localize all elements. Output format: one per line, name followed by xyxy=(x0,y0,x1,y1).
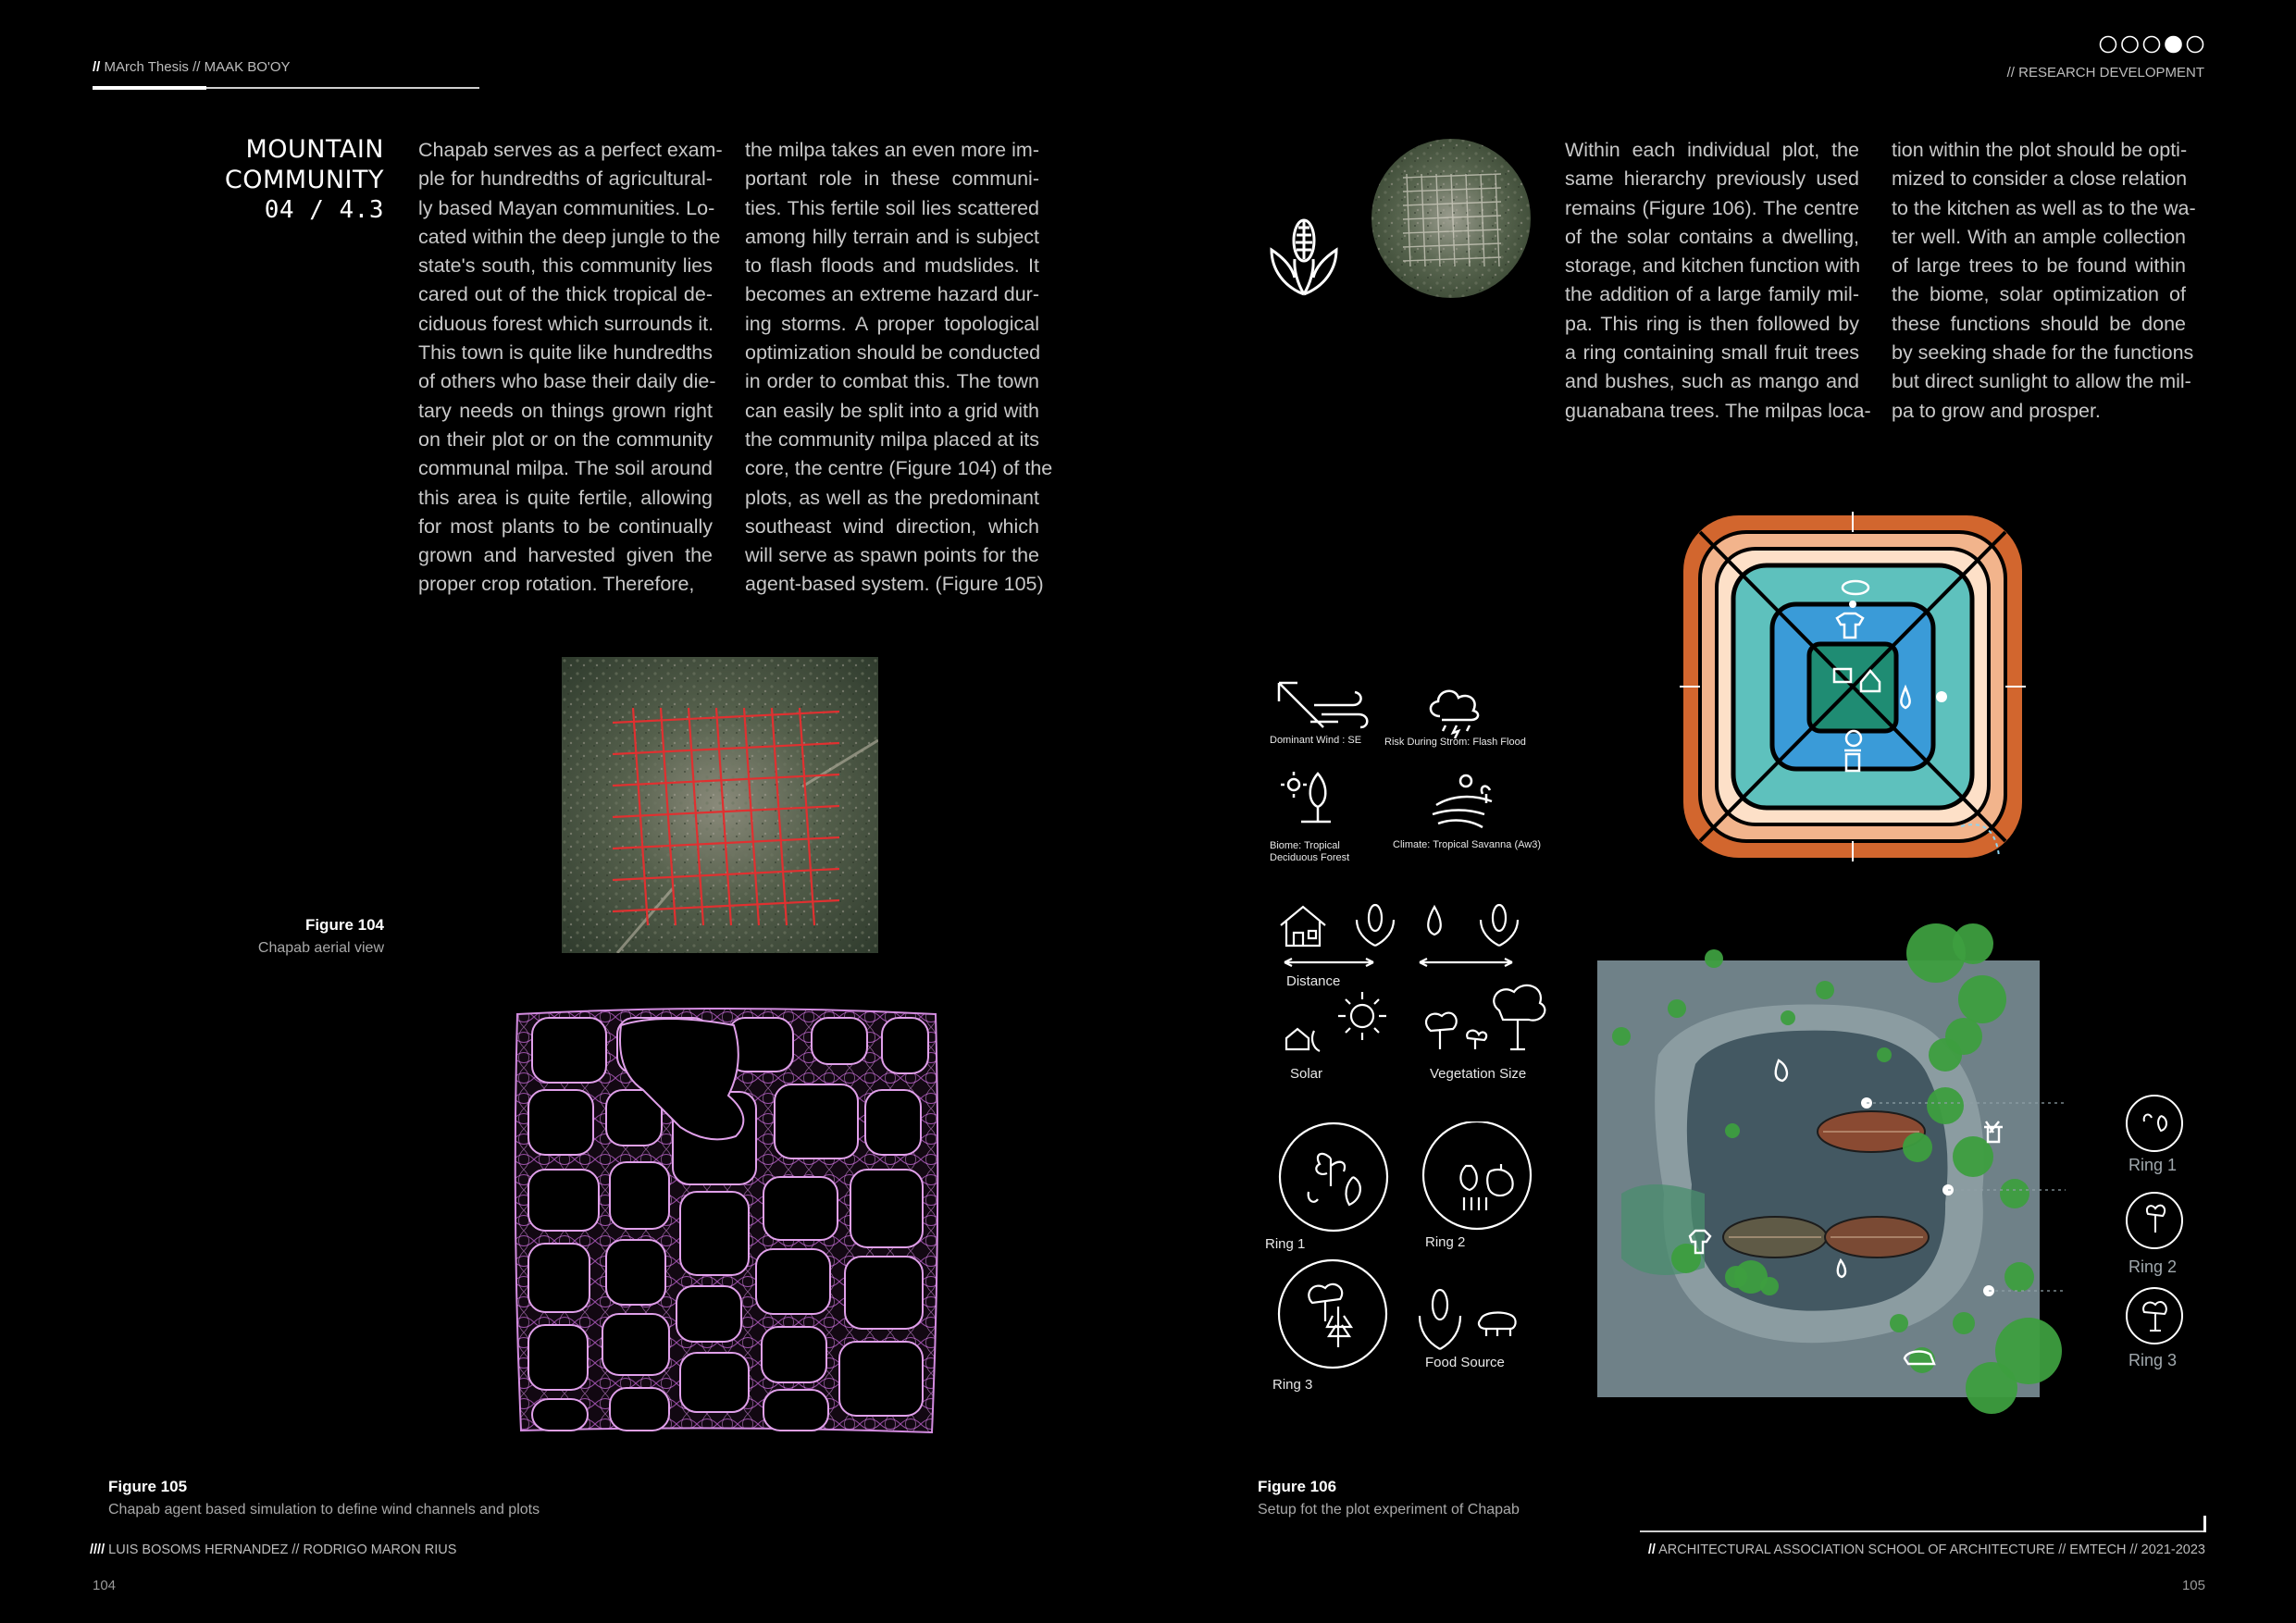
right-header: // RESEARCH DEVELOPMENT xyxy=(2006,65,2204,81)
food-source-icons xyxy=(1412,1288,1523,1353)
footer-rule-tick xyxy=(2203,1516,2206,1532)
text-line: portant role in these communi- xyxy=(745,167,1039,191)
left-footer: //// LUIS BOSOMS HERNANDEZ // RODRIGO MARON RIUS xyxy=(90,1542,457,1557)
figure-104-aerial-image xyxy=(562,657,878,953)
text-line: tary needs on things grown right xyxy=(418,399,713,422)
legend-distance-label: Distance xyxy=(1286,973,1341,989)
plot-ring2-label: Ring 2 xyxy=(2128,1258,2178,1276)
text-line: remains (Figure 106). The centre xyxy=(1565,196,1859,219)
legend-biome-label: Biome: Tropical Deciduous Forest xyxy=(1270,840,1350,863)
plot-ring3-label: Ring 3 xyxy=(2128,1351,2178,1369)
text-line: communal milpa. The soil around xyxy=(418,457,713,480)
text-line: state's south, this community lies xyxy=(418,254,713,278)
left-header: // MArch Thesis // MAAK BO'OY xyxy=(93,59,291,75)
legend-factor-icons xyxy=(1277,899,1573,1084)
left-page-number: 104 xyxy=(93,1578,117,1593)
text-line: a ring containing small fruit trees xyxy=(1565,341,1859,365)
text-line: pa. This ring is then followed by xyxy=(1565,312,1859,335)
plot-ring1-label: Ring 1 xyxy=(2128,1156,2178,1174)
text-line: optimization should be conducted xyxy=(745,341,1041,365)
right-text-column-2 xyxy=(1892,136,2196,426)
plot-ring-circles xyxy=(2124,1094,2189,1371)
text-line: among hilly terrain and is subject xyxy=(745,225,1039,248)
text-line: ple for hundredths of agricultural- xyxy=(418,167,713,191)
legend-climate-label: Climate: Tropical Savanna (Aw3) xyxy=(1393,839,1541,850)
text-line: this area is quite fertile, allowing xyxy=(418,486,713,509)
text-line: guanabana trees. The milpas loca- xyxy=(1565,399,1871,422)
text-line: core, the centre (Figure 104) of the xyxy=(745,457,1053,480)
text-line: same hierarchy previously used xyxy=(1565,167,1859,191)
legend-ring2-label: Ring 2 xyxy=(1425,1234,1466,1250)
text-line: ly based Mayan communities. Lo- xyxy=(418,196,715,219)
legend-storm-label: Risk During Strom: Flash Flood xyxy=(1384,737,1526,748)
text-line: the milpa takes an even more im- xyxy=(745,139,1039,161)
section-title: MOUNTAIN COMMUNITY 04 / 4.3 xyxy=(224,135,384,224)
text-line: of the solar contains a dwelling, xyxy=(1565,225,1859,248)
text-line: these functions should be done xyxy=(1892,312,2186,335)
text-line: This town is quite like hundredths xyxy=(418,341,713,365)
figure-106-caption: Setup fot the plot experiment of Chapab xyxy=(1258,1502,1520,1518)
text-line: the addition of a large family mil- xyxy=(1565,283,1859,306)
figure-104-caption: Chapab aerial view xyxy=(257,940,384,956)
legend-ring1-label: Ring 1 xyxy=(1265,1236,1306,1252)
left-text-column-2 xyxy=(745,136,1053,600)
left-text-column-1 xyxy=(418,136,723,600)
text-line: in order to combat this. The town xyxy=(745,370,1039,393)
right-text-column-1 xyxy=(1565,136,1871,426)
text-line: southeast wind direction, which xyxy=(745,514,1039,538)
progress-dot xyxy=(2188,37,2203,53)
footer-rule xyxy=(1640,1530,2206,1532)
progress-dots xyxy=(2098,34,2205,55)
text-line: cared out of the thick tropical de- xyxy=(418,283,713,306)
legend-vegetation-label: Vegetation Size xyxy=(1430,1066,1527,1082)
figure-104-title: Figure 104 xyxy=(304,916,384,934)
figure-105-simulation xyxy=(514,1007,939,1437)
legend-food-label: Food Source xyxy=(1425,1355,1505,1370)
text-line: storage, and kitchen function with xyxy=(1565,254,1861,278)
text-line: ing storms. A proper topological xyxy=(745,312,1039,335)
text-line: grown and harvested given the xyxy=(418,544,713,567)
text-line: pa to grow and prosper. xyxy=(1892,399,2101,422)
corn-icon xyxy=(1266,215,1342,298)
text-line: on their plot or on the community xyxy=(418,427,713,451)
right-page-number: 105 xyxy=(2181,1578,2205,1593)
text-line: Chapab serves as a perfect exam- xyxy=(418,139,723,161)
text-line: but direct sunlight to allow the mil- xyxy=(1892,370,2191,393)
text-line: of large trees to be found within xyxy=(1892,254,2186,278)
figure-105-caption: Chapab agent based simulation to define wind channels and plots xyxy=(108,1502,540,1518)
figure-106-title: Figure 106 xyxy=(1258,1478,1337,1495)
text-line: plots, as well as the predominant xyxy=(745,486,1039,509)
right-footer: // ARCHITECTURAL ASSOCIATION SCHOOL OF ARCHITECTURE // EMTECH // 2021-2023 xyxy=(1647,1542,2205,1557)
text-line: ciduous forest which surrounds it. xyxy=(418,312,714,335)
aerial-thumbnail xyxy=(1370,137,1533,300)
text-line: mized to consider a close relation xyxy=(1892,167,2188,191)
legend-wind-label: Dominant Wind : SE xyxy=(1270,735,1362,746)
plot-render xyxy=(1594,916,2066,1434)
progress-dot xyxy=(2144,37,2160,53)
text-line: by seeking shade for the functions xyxy=(1892,341,2194,365)
legend-solar-label: Solar xyxy=(1290,1066,1323,1082)
text-line: ter well. With an ample collection xyxy=(1892,225,2186,248)
text-line: will serve as spawn points for the xyxy=(745,544,1039,567)
text-line: Within each individual plot, the xyxy=(1565,139,1859,161)
text-line: cated within the deep jungle to the xyxy=(418,225,721,248)
text-line: becomes an extreme hazard dur- xyxy=(745,283,1039,306)
progress-dot-active xyxy=(2166,37,2181,53)
text-line: the community milpa placed at its xyxy=(745,427,1039,451)
progress-dot xyxy=(2122,37,2138,53)
text-line: agent-based system. (Figure 105) xyxy=(745,573,1044,596)
text-line: to flash floods and mudslides. It xyxy=(745,254,1039,278)
text-line: ties. This fertile soil lies scattered xyxy=(745,196,1039,219)
text-line: for most plants to be continually xyxy=(418,514,713,538)
text-line: tion within the plot should be opti- xyxy=(1892,139,2188,161)
text-line: proper crop rotation. Therefore, xyxy=(418,573,695,596)
legend-ring3-label: Ring 3 xyxy=(1272,1377,1313,1393)
text-line: and bushes, such as mango and xyxy=(1565,370,1859,393)
progress-dot xyxy=(2101,37,2116,53)
text-line: can easily be split into a grid with xyxy=(745,399,1039,422)
figure-105-title: Figure 105 xyxy=(108,1478,188,1495)
text-line: of others who base their daily die- xyxy=(418,370,716,393)
text-line: to the kitchen as well as to the wa- xyxy=(1892,196,2196,219)
text-line: the biome, solar optimization of xyxy=(1892,283,2186,306)
header-rule-accent xyxy=(93,86,206,90)
ring-hierarchy-diagram xyxy=(1680,512,2039,882)
